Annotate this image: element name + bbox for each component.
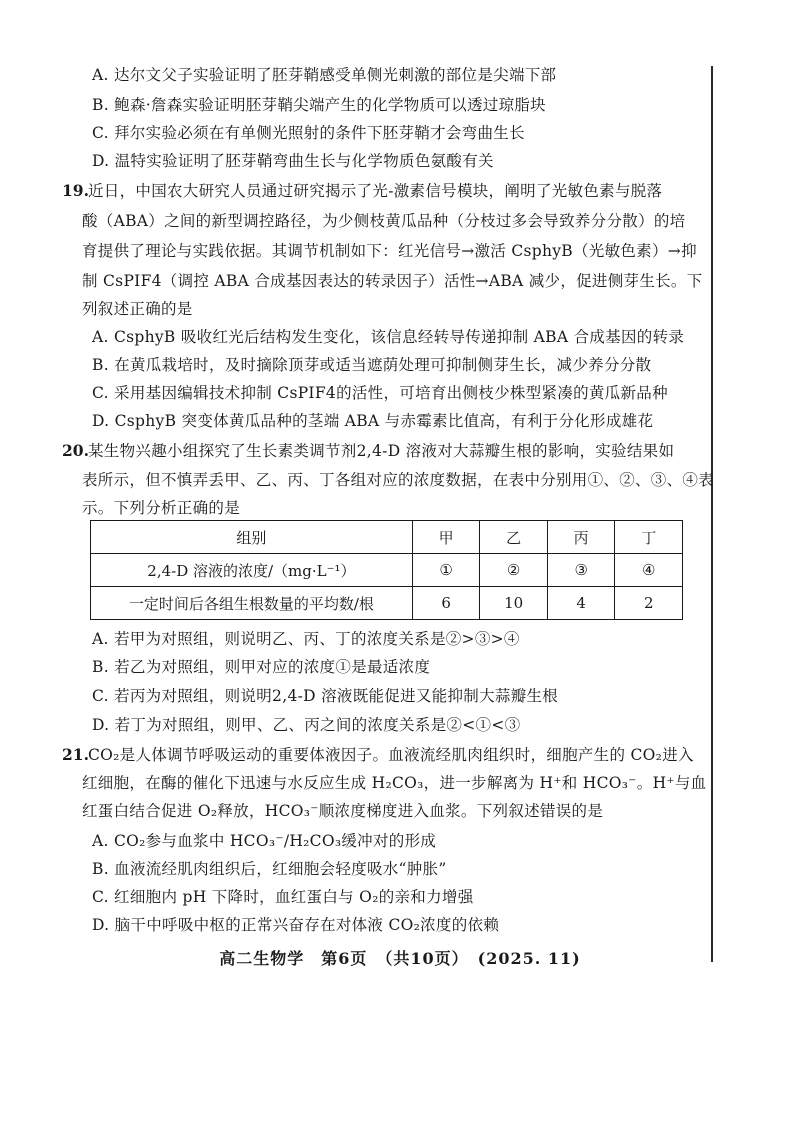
table-cell: 2 bbox=[615, 587, 683, 620]
q19-option-a: A. CsphyB 吸收红光后结构发生变化，该信息经转导传递抑制 ABA 合成基因的转录 bbox=[92, 328, 685, 346]
page-footer: 高二生物学 第6页 （共10页） (2025. 11) bbox=[219, 949, 581, 968]
q20-option-a: A. 若甲为对照组，则说明乙、丙、丁的浓度关系是②>③>④ bbox=[92, 630, 520, 648]
q20-stem-line: 表所示，但不慎弄丢甲、乙、丙、丁各组对应的浓度数据，在表中分别用①、②、③、④表 bbox=[82, 471, 715, 489]
q20-stem-line: 某生物兴趣小组探究了生长素类调节剂2,4-D 溶液对大蒜瓣生根的影响，实验结果如 bbox=[88, 442, 675, 460]
q21-option-c: C. 红细胞内 pH 下降时，血红蛋白与 O₂的亲和力增强 bbox=[92, 888, 474, 906]
table-header-cell: 丁 bbox=[615, 521, 683, 554]
q20-number: 20. bbox=[62, 441, 89, 460]
q19-option-d: D. CsphyB 突变体黄瓜品种的茎端 ABA 与赤霉素比值高，有利于分化形成雄花 bbox=[92, 412, 654, 430]
table-row bbox=[91, 587, 683, 620]
q19-stem-line: 列叙述正确的是 bbox=[82, 300, 193, 318]
q18-option-b: B. 鲍森·詹森实验证明胚芽鞘尖端产生的化学物质可以透过琼脂块 bbox=[92, 96, 546, 114]
q19-stem-line: 近日，中国农大研究人员通过研究揭示了光-激素信号模块，阐明了光敏色素与脱落 bbox=[88, 182, 663, 200]
table-header-cell: 组别 bbox=[91, 521, 413, 554]
table-header-cell: 丙 bbox=[547, 521, 615, 554]
q21-stem-line: 红蛋白结合促进 O₂释放，HCO₃⁻顺浓度梯度进入血浆。下列叙述错误的是 bbox=[82, 802, 604, 820]
q21-number: 21. bbox=[62, 745, 89, 764]
q21-option-a: A. CO₂参与血浆中 HCO₃⁻/H₂CO₃缓冲对的形成 bbox=[92, 832, 437, 850]
table-cell: 10 bbox=[480, 587, 548, 620]
q21-option-d: D. 脑干中呼吸中枢的正常兴奋存在对体液 CO₂浓度的依赖 bbox=[92, 916, 500, 934]
q20-option-d: D. 若丁为对照组，则甲、乙、丙之间的浓度关系是②<①<③ bbox=[92, 716, 521, 734]
table-cell: 一定时间后各组生根数量的平均数/根 bbox=[91, 587, 413, 620]
q19-number: 19. bbox=[62, 181, 89, 200]
q19-option-c: C. 采用基因编辑技术抑制 CsPIF4的活性，可培育出侧枝少株型紧凑的黄瓜新品种 bbox=[92, 384, 668, 402]
q19-stem-line: 育提供了理论与实践依据。其调节机制如下：红光信号→激活 CsphyB（光敏色素）→抑 bbox=[82, 242, 697, 260]
table-cell: ③ bbox=[547, 554, 615, 587]
table-cell: 2,4-D 溶液的浓度/（mg·L⁻¹） bbox=[91, 554, 413, 587]
q18-option-c: C. 拜尔实验必须在有单侧光照射的条件下胚芽鞘才会弯曲生长 bbox=[92, 124, 525, 142]
table-row bbox=[91, 554, 683, 587]
q21-option-b: B. 血液流经肌肉组织后，红细胞会轻度吸水“肿胀” bbox=[92, 860, 447, 878]
q19-option-b: B. 在黄瓜栽培时，及时摘除顶芽或适当遮荫处理可抑制侧芽生长，减少养分分散 bbox=[92, 356, 652, 374]
q20-option-c: C. 若丙为对照组，则说明2,4-D 溶液既能促进又能抑制大蒜瓣生根 bbox=[92, 687, 559, 705]
q21-stem-line: CO₂是人体调节呼吸运动的重要体液因子。血液流经肌肉组织时，细胞产生的 CO₂进入 bbox=[88, 746, 694, 764]
concentration-table bbox=[90, 520, 683, 620]
q21-stem-line: 红细胞，在酶的催化下迅速与水反应生成 H₂CO₃，进一步解离为 H⁺和 HCO₃⁻。H⁺与血 bbox=[82, 774, 707, 792]
table-cell: ① bbox=[412, 554, 480, 587]
table-header-cell: 乙 bbox=[480, 521, 548, 554]
q19-stem-line: 酸（ABA）之间的新型调控路径，为少侧枝黄瓜品种（分枝过多会导致养分分散）的培 bbox=[82, 212, 686, 230]
q19-stem-line: 制 CsPIF4（调控 ABA 合成基因表达的转录因子）活性→ABA 减少，促进侧芽生长。下 bbox=[82, 272, 703, 290]
margin-rule bbox=[711, 66, 713, 962]
table-header-cell: 甲 bbox=[412, 521, 480, 554]
table-cell: 4 bbox=[547, 587, 615, 620]
q18-option-d: D. 温特实验证明了胚芽鞘弯曲生长与化学物质色氨酸有关 bbox=[92, 152, 494, 170]
table-cell: ④ bbox=[615, 554, 683, 587]
table-cell: ② bbox=[480, 554, 548, 587]
table-cell: 6 bbox=[412, 587, 480, 620]
table-header-row bbox=[91, 521, 683, 554]
q18-option-a: A. 达尔文父子实验证明了胚芽鞘感受单侧光刺激的部位是尖端下部 bbox=[92, 66, 557, 84]
q20-stem-line: 示。下列分析正确的是 bbox=[82, 499, 241, 517]
q20-option-b: B. 若乙为对照组，则甲对应的浓度①是最适浓度 bbox=[92, 658, 431, 676]
